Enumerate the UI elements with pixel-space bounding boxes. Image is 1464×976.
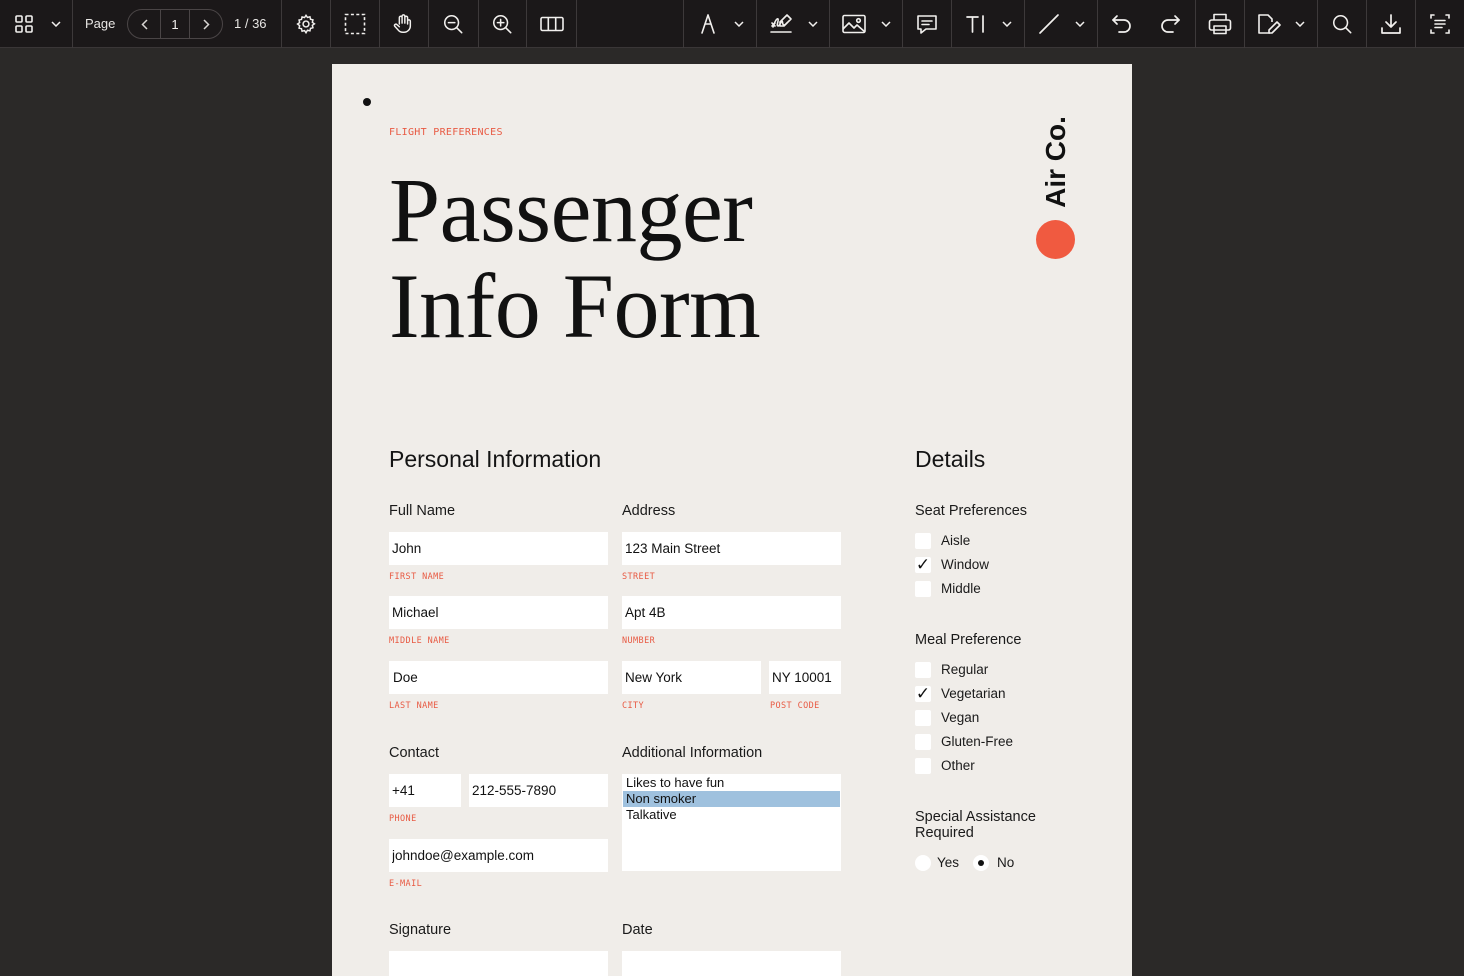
assistance-no-label: No (997, 855, 1015, 870)
phone-prefix-field[interactable] (389, 774, 461, 807)
list-item-selected[interactable]: Non smoker (623, 791, 840, 807)
phone-caption: PHONE (389, 814, 417, 824)
page-count: 1 / 36 (234, 16, 267, 31)
chevron-right-icon[interactable] (190, 10, 222, 38)
document-page (332, 64, 1132, 976)
meal-vegetarian-checkbox[interactable]: ✓ (915, 684, 931, 703)
redo-icon[interactable] (1156, 0, 1184, 48)
document-title: Passenger Info Form (389, 159, 761, 357)
signature-icon[interactable] (767, 0, 797, 48)
bullet-dot (363, 98, 371, 106)
last-name-caption: LAST NAME (389, 701, 439, 711)
seat-middle-label: Middle (941, 581, 981, 596)
chevron-down-icon[interactable] (1072, 0, 1088, 48)
chevron-left-icon[interactable] (128, 10, 160, 38)
email-field[interactable] (389, 839, 608, 872)
seat-window-label: Window (941, 557, 990, 572)
comment-icon[interactable] (913, 0, 941, 48)
meal-other-label: Other (941, 758, 975, 773)
chevron-down-icon[interactable] (999, 0, 1015, 48)
zoom-out-icon[interactable] (439, 0, 467, 48)
seat-preferences-label: Seat Preferences (915, 503, 1028, 519)
number-caption: NUMBER (622, 636, 656, 646)
seat-middle-checkbox[interactable] (915, 581, 931, 597)
line-icon[interactable] (1035, 0, 1063, 48)
address-label: Address (622, 503, 676, 519)
print-icon[interactable] (1206, 0, 1234, 48)
date-field[interactable] (622, 951, 841, 976)
form-fields-icon[interactable] (1426, 0, 1454, 48)
hand-icon[interactable] (389, 0, 417, 48)
personal-info-heading: Personal Information (389, 446, 602, 472)
post-code-field[interactable] (769, 661, 841, 694)
chevron-down-icon[interactable] (805, 0, 821, 48)
assistance-yes-radio[interactable] (915, 855, 931, 871)
meal-gluten-free-label: Gluten-Free (941, 734, 1014, 749)
additional-info-listbox[interactable] (622, 774, 841, 871)
gear-icon[interactable] (292, 0, 320, 48)
chevron-down-icon[interactable] (731, 0, 747, 48)
meal-gluten-free-checkbox[interactable] (915, 734, 931, 750)
page-label: Page (85, 16, 116, 31)
page-navigator (127, 9, 223, 39)
street-field[interactable] (622, 532, 841, 565)
seat-aisle-checkbox[interactable] (915, 533, 931, 549)
assistance-yes-label: Yes (937, 855, 960, 870)
post-code-caption: POST CODE (770, 701, 820, 711)
columns-icon[interactable] (538, 0, 566, 48)
middle-name-field[interactable] (389, 596, 608, 629)
full-name-label: Full Name (389, 503, 456, 519)
contact-label: Contact (389, 745, 439, 761)
brand-dot (1036, 220, 1075, 259)
city-field[interactable] (622, 661, 761, 694)
city-caption: CITY (622, 701, 645, 711)
meal-vegetarian-label: Vegetarian (941, 686, 1006, 701)
marquee-select-icon[interactable] (341, 0, 369, 48)
pen-icon[interactable] (694, 0, 722, 48)
additional-info-label: Additional Information (622, 745, 763, 761)
meal-other-checkbox[interactable] (915, 758, 931, 774)
text-cursor-icon[interactable] (962, 0, 990, 48)
edit-document-icon[interactable] (1255, 0, 1283, 48)
signature-field[interactable] (389, 951, 608, 976)
brand-logo: Air Co. (1040, 116, 1071, 208)
last-name-field[interactable] (389, 661, 608, 694)
meal-vegan-label: Vegan (941, 710, 980, 725)
signature-label: Signature (389, 922, 452, 938)
first-name-caption: FIRST NAME (389, 572, 445, 582)
date-label: Date (622, 922, 653, 938)
undo-icon[interactable] (1108, 0, 1136, 48)
details-heading: Details (915, 446, 986, 472)
seat-aisle-label: Aisle (941, 533, 971, 548)
meal-regular-label: Regular (941, 662, 989, 677)
chevron-down-icon[interactable] (48, 0, 64, 48)
download-icon[interactable] (1377, 0, 1405, 48)
assistance-no-radio[interactable] (973, 855, 989, 871)
street-caption: STREET (622, 572, 656, 582)
meal-regular-checkbox[interactable] (915, 662, 931, 678)
special-assistance-label: Special Assistance Required (915, 809, 1036, 841)
chevron-down-icon[interactable] (1292, 0, 1308, 48)
toolbar (0, 0, 1464, 48)
meal-preference-label: Meal Preference (915, 632, 1022, 648)
list-item[interactable]: Talkative (626, 807, 677, 822)
search-icon[interactable] (1328, 0, 1356, 48)
number-field[interactable] (622, 596, 841, 629)
email-caption: E-MAIL (389, 879, 423, 889)
list-item[interactable]: Likes to have fun (626, 775, 725, 790)
page-number-input[interactable] (160, 10, 190, 38)
middle-name-caption: MIDDLE NAME (389, 636, 450, 646)
first-name-field[interactable] (389, 532, 608, 565)
seat-window-checkbox[interactable]: ✓ (915, 555, 931, 574)
image-icon[interactable] (840, 0, 868, 48)
meal-vegan-checkbox[interactable] (915, 710, 931, 726)
chevron-down-icon[interactable] (878, 0, 894, 48)
zoom-in-icon[interactable] (488, 0, 516, 48)
eyebrow-label: FLIGHT PREFERENCES (389, 127, 503, 138)
phone-number-field[interactable] (469, 774, 608, 807)
grid-icon[interactable] (10, 0, 38, 48)
